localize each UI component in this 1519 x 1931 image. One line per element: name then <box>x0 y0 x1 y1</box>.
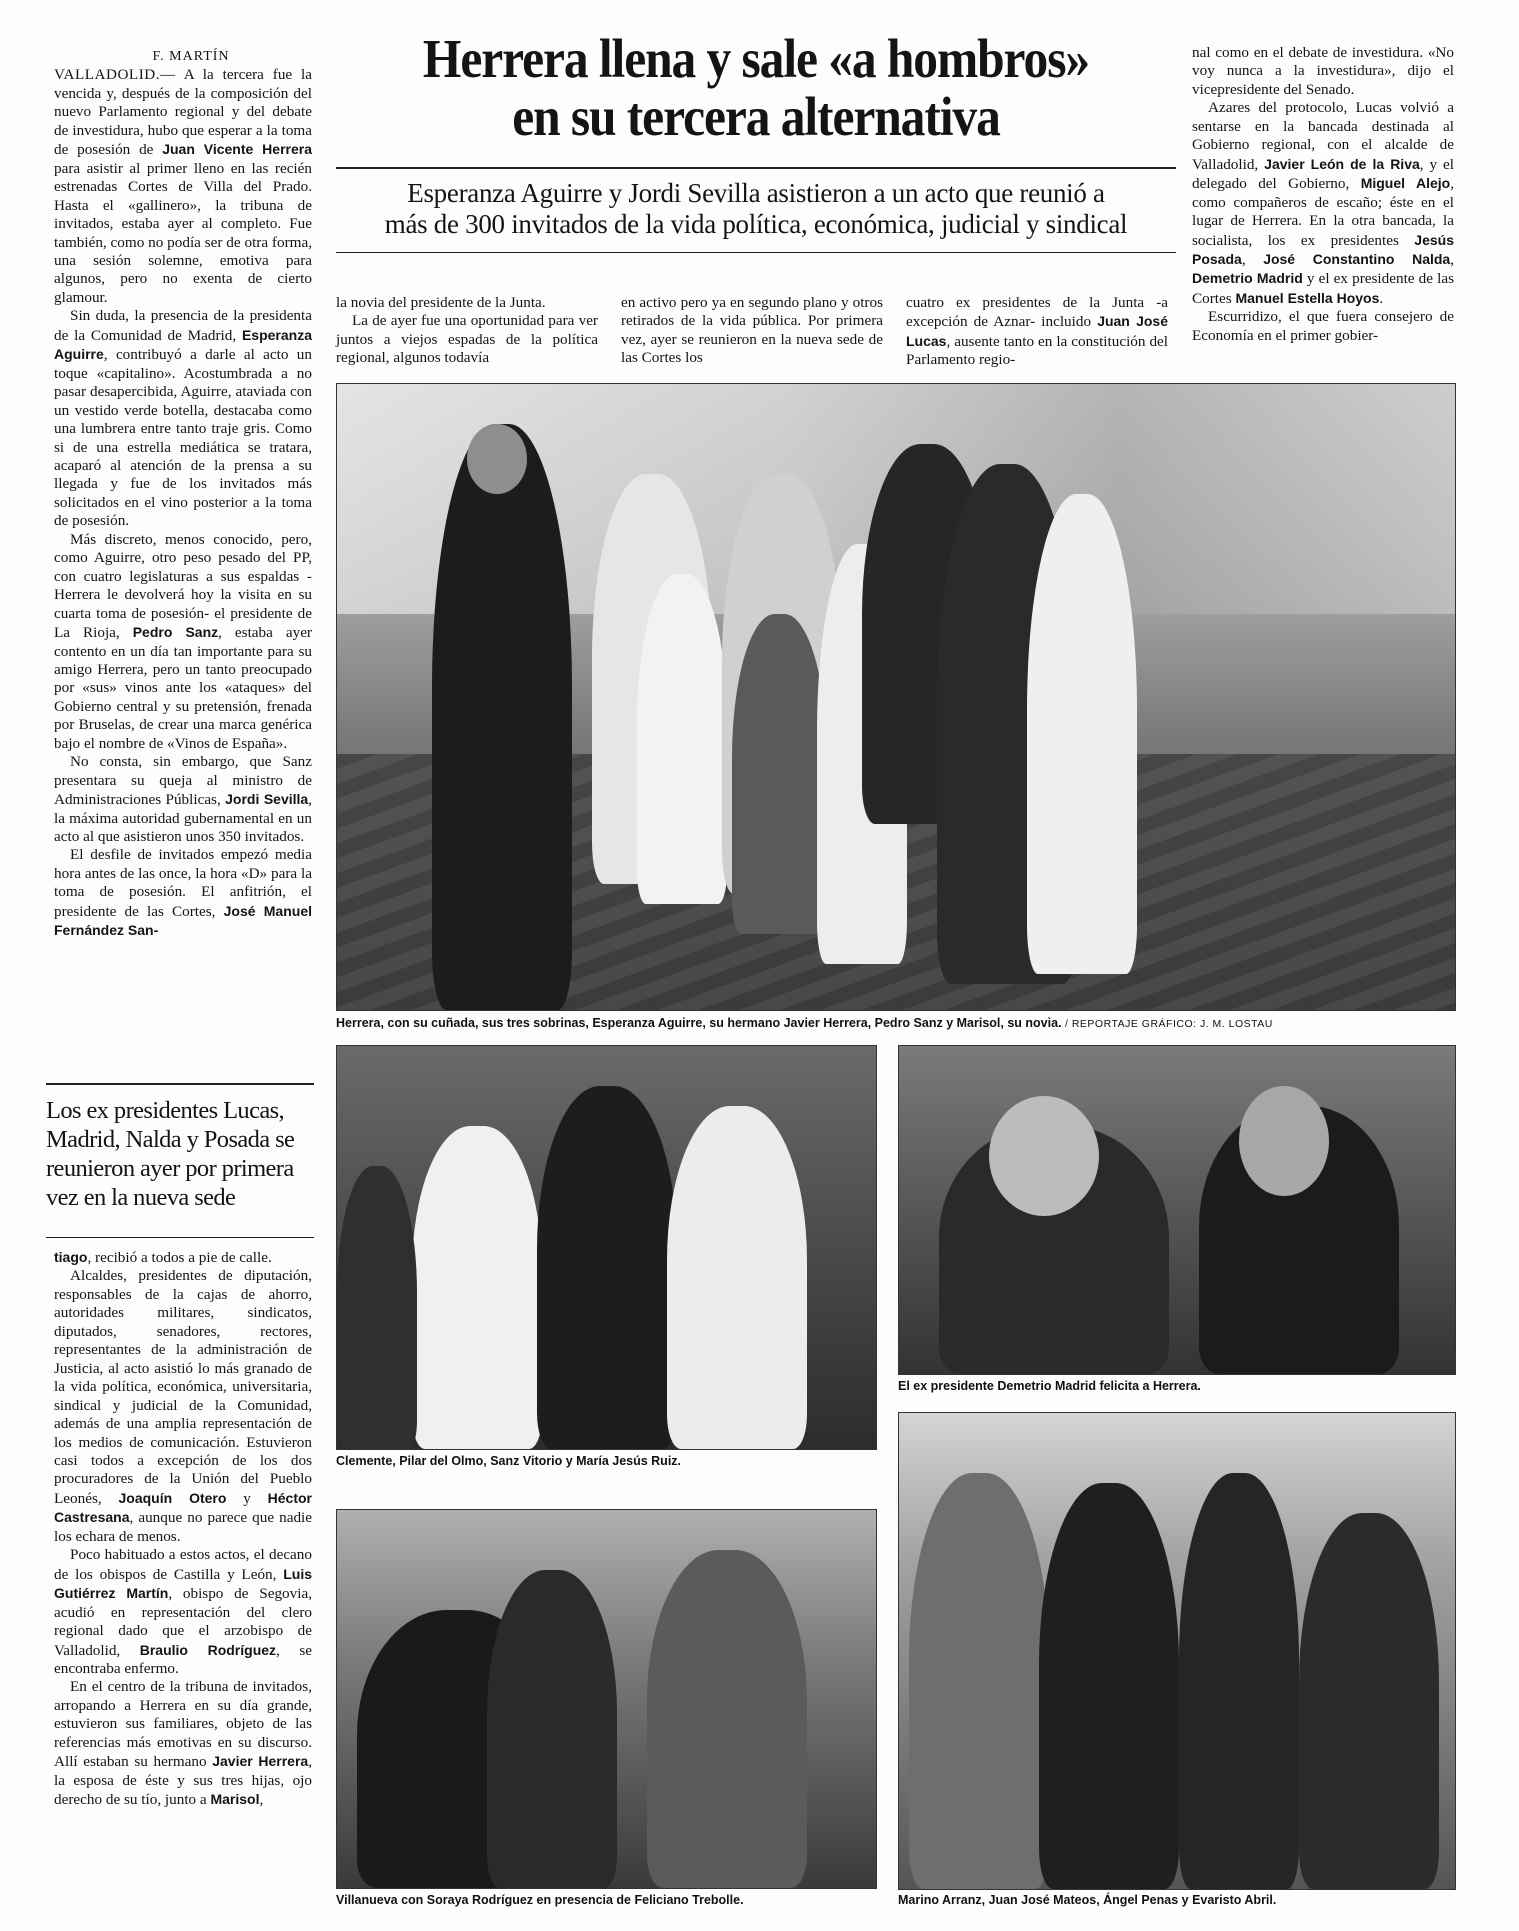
text-run: Alcaldes, presidentes de diputación, responsables de la cajas de ahorro, autoridades militares, sindicatos, diputados, senadores, rectores, representantes de la administración de Justicia, al acto asistió lo más granado de la vida política, económica, universitaria, sindical y judicial de la Comunidad, además de una amplia representación de los medios de comunicación. Estuvieron casi todos a excepción de los dos procuradores de la Unión del Pueblo Leonés, <box>54 1267 312 1507</box>
caption-text: Herrera, con su cuñada, sus tres sobrinas, Esperanza Aguirre, su hermano Javier Herrera, Pedro Sanz y Marisol, su novia. <box>336 1016 1062 1030</box>
paragraph <box>54 1546 312 1678</box>
paragraph: nal como en el debate de investidura. «No voy nunca a la investidura», dijo el vicepresidente del Senado. <box>1192 44 1454 98</box>
person-figure <box>537 1086 677 1449</box>
photo-2-caption: Clemente, Pilar del Olmo, Sanz Vitorio y María Jesús Ruiz. <box>336 1454 682 1468</box>
person-figure <box>667 1106 807 1449</box>
person-name: Javier León de la Riva <box>1264 155 1420 172</box>
person-figure <box>412 1126 542 1449</box>
text-run: , aunque no parece que nadie los echara de menos. <box>54 1509 312 1545</box>
person-name: Miguel Alejo <box>1360 175 1451 192</box>
person-figure <box>487 1570 617 1888</box>
person-figure <box>1299 1513 1439 1889</box>
person-figure <box>1039 1483 1179 1889</box>
column-2 <box>336 294 598 368</box>
paragraph: la novia del presidente de la Junta. <box>336 294 546 311</box>
text-run: , y el delegado del Gobierno, <box>1192 155 1454 193</box>
photo-4-caption: Villanueva con Soraya Rodríguez en presencia de Feliciano Trebolle. <box>336 1893 744 1907</box>
person-figure <box>1027 494 1137 974</box>
person-figure <box>989 1096 1099 1216</box>
person-name: Javier Herrera <box>212 1753 309 1770</box>
text-run: Poco habituado a estos actos, el decano de los obispos de Castilla y León, <box>54 1546 312 1583</box>
person-name: tiago <box>54 1249 88 1265</box>
headline <box>378 30 1134 146</box>
person-name: Marisol <box>210 1791 260 1808</box>
column-5 <box>1192 44 1454 345</box>
text-run: A la tercera fue la vencida y, después de la composición del nuevo Parlamento regional y del debate de investidura, hubo que esperar a la toma de posesión de <box>54 66 312 159</box>
person-name: Joaquín Otero <box>118 1489 227 1506</box>
text-run: y el ex presidente de las Cortes <box>1192 270 1454 307</box>
person-name: José Constantino Nalda <box>1263 250 1451 267</box>
person-figure <box>337 1166 417 1449</box>
text-run: , <box>259 1791 264 1809</box>
paragraph: La de ayer fue una oportunidad para ver juntos a viejos espadas de la política regional, algunos todavía <box>336 312 598 367</box>
paragraph <box>906 294 1168 370</box>
person-name: Jesús Posada <box>1192 231 1454 267</box>
text-run: Más discreto, menos conocido, pero, como Aguirre, otro peso pesado del PP, con cuatro legislaturas a sus espaldas -Herrera le devolverá hoy la visita en su cuarta toma de posesión- el presidente de La Rioja, <box>54 530 312 642</box>
text-run: El desfile de invitados empezó media hora antes de las once, la hora «D» para la toma de posesión. El anfitrión, el presidente de las Cortes, <box>54 846 312 920</box>
headline-rule <box>336 167 1176 169</box>
byline: F. MARTÍN <box>152 49 230 64</box>
text-run: , <box>1241 250 1264 268</box>
person-name: Héctor Castresana <box>54 1489 312 1526</box>
paragraph <box>54 753 312 846</box>
column-3 <box>621 294 883 368</box>
pull-quote-rule-top <box>46 1083 314 1085</box>
person-name: Luis Gutiérrez Martín <box>54 1565 312 1602</box>
dateline-place: VALLADOLID.— <box>54 66 176 84</box>
headline-line-2: en su tercera alternativa <box>512 86 1000 147</box>
main-photo <box>336 383 1456 1011</box>
person-figure <box>732 614 827 934</box>
text-run: , ausente tanto en la constitución del Parlamento regio- <box>906 332 1168 369</box>
paragraph <box>54 846 312 940</box>
photo-3-caption: El ex presidente Demetrio Madrid felicita a Herrera. <box>898 1379 1201 1393</box>
paragraph <box>54 1678 312 1809</box>
text-run: , contribuyó a darle al acto un toque «capitalino». Acostumbrada a no pasar desapercibida, Aguirre, ataviada con un vestido verde botella, destacaba como una lumbrera entre tanto traje gris. Como si de una estrella mediática se tratara, acaparó al atención de la prensa a su llegada y fue de los invitados más solicitados en el vino posterior a la toma de posesión. <box>54 346 312 530</box>
text-run: , recibió a todos a pie de calle. <box>87 1249 272 1266</box>
person-figure <box>1179 1473 1299 1889</box>
person-figure <box>637 574 727 904</box>
text-run: Sin duda, la presencia de la presidenta de la Comunidad de Madrid, <box>54 307 312 344</box>
text-run: para asistir al primer lleno en las recién estrenadas Cortes de Villa del Prado. Hasta el «gallinero», la tribuna de invitados, estaba ayer al completo. Fue también, como no podía ser de otra forma, una sesión solemne, emotiva para algunos, pero no exenta de cierto glamour. <box>54 159 312 306</box>
paragraph <box>54 1248 312 1267</box>
person-name: Manuel Estella Hoyos <box>1235 289 1380 306</box>
paragraph <box>54 1267 312 1546</box>
photo-5-caption: Marino Arranz, Juan José Mateos, Ángel Penas y Evaristo Abril. <box>898 1893 1277 1907</box>
column-4 <box>906 294 1168 370</box>
text-run: , la esposa de éste y sus tres hijas, ojo derecho de su tío, junto a <box>54 1753 313 1809</box>
person-figure <box>909 1473 1049 1889</box>
text-run: cuatro ex presidentes de la Junta -a excepción de Aznar- incluido <box>906 294 1168 331</box>
text-run: , obispo de Segovia, acudió en representación del clero regional dado que el arzobispo de Valladolid, <box>54 1585 312 1659</box>
photo-4 <box>336 1509 877 1889</box>
paragraph <box>54 66 312 307</box>
person-name: José Manuel Fernández San- <box>54 902 312 939</box>
text-run: En el centro de la tribuna de invitados, arropando a Herrera en su día grande, estuvieron sus familiares, objeto de las referencias más emotivas en su discurso. Allí estaban su hermano <box>54 1678 312 1771</box>
person-name: Juan Vicente Herrera <box>162 141 312 158</box>
subheadline-line-2: más de 300 invitados de la vida política, económica, judicial y sindical <box>384 209 1128 239</box>
subheadline-line-1: Esperanza Aguirre y Jordi Sevilla asistieron a un acto que reunió a <box>407 178 1105 208</box>
paragraph <box>1192 99 1454 308</box>
subheadline-rule <box>336 252 1176 253</box>
person-name: Jordi Sevilla <box>225 791 309 808</box>
main-photo-caption <box>336 1016 1273 1032</box>
photo-2 <box>336 1045 877 1450</box>
paragraph: Escurridizo, el que fuera consejero de Economía en el primer gobier- <box>1192 308 1454 344</box>
photo-5 <box>898 1412 1456 1890</box>
person-figure <box>432 424 572 1010</box>
column-1-continued <box>54 1248 312 1810</box>
photo-credit: / REPORTAJE GRÁFICO: J. M. LOSTAU <box>1065 1018 1273 1030</box>
photo-3 <box>898 1045 1456 1375</box>
text-run: Azares del protocolo, Lucas volvió a sentarse en la bancada destinada al Gobierno regional, con el alcalde de Valladolid, <box>1192 99 1454 173</box>
text-run: No consta, sin embargo, que Sanz presentara su queja al ministro de Administraciones Públicas, <box>54 753 312 809</box>
person-name: Esperanza Aguirre <box>54 326 312 363</box>
person-figure <box>647 1550 807 1888</box>
text-run: y <box>226 1489 268 1507</box>
text-run: . <box>1379 289 1384 307</box>
text-run: , la máxima autoridad gubernamental en un acto al que asistieron unos 350 invitados. <box>54 791 312 846</box>
person-name: Demetrio Madrid <box>1192 270 1303 287</box>
text-run: , <box>1450 250 1455 268</box>
text-run: , se encontraba enfermo. <box>54 1641 312 1677</box>
person-name: Braulio Rodríguez <box>139 1641 277 1658</box>
person-name: Juan José Lucas <box>906 313 1168 349</box>
paragraph <box>54 307 312 530</box>
pull-quote-rule-bottom <box>46 1237 314 1238</box>
paragraph <box>54 531 312 753</box>
headline-line-1: Herrera llena y sale «a hombros» <box>422 28 1090 89</box>
person-figure <box>1239 1086 1329 1196</box>
column-1 <box>54 48 312 941</box>
pull-quote: Los ex presidentes Lucas, Madrid, Nalda y Posada se reunieron ayer por primera vez en la nueva sede <box>46 1097 295 1211</box>
subheadline <box>336 178 1176 240</box>
text-run: , estaba ayer contento en un día tan importante para su amigo Herrera, pero un tanto preocupado por «sus» vinos ante los «ataques» del Gobierno central y su pretensión, frenada por Bruselas, de crear una marca genérica bajo el nombre de «Vinos de España». <box>54 624 312 752</box>
paragraph: en activo pero ya en segundo plano y otros retirados de la vida pública. Por primera vez, ayer se reunieron en la nueva sede de las Cortes los <box>621 294 883 367</box>
text-run: , como compañeros de escaño; éste en el lugar de Herrera. En la otra bancada, la socialista, los ex presidentes <box>1192 175 1454 249</box>
person-name: Pedro Sanz <box>132 624 219 641</box>
person-figure <box>467 424 527 494</box>
